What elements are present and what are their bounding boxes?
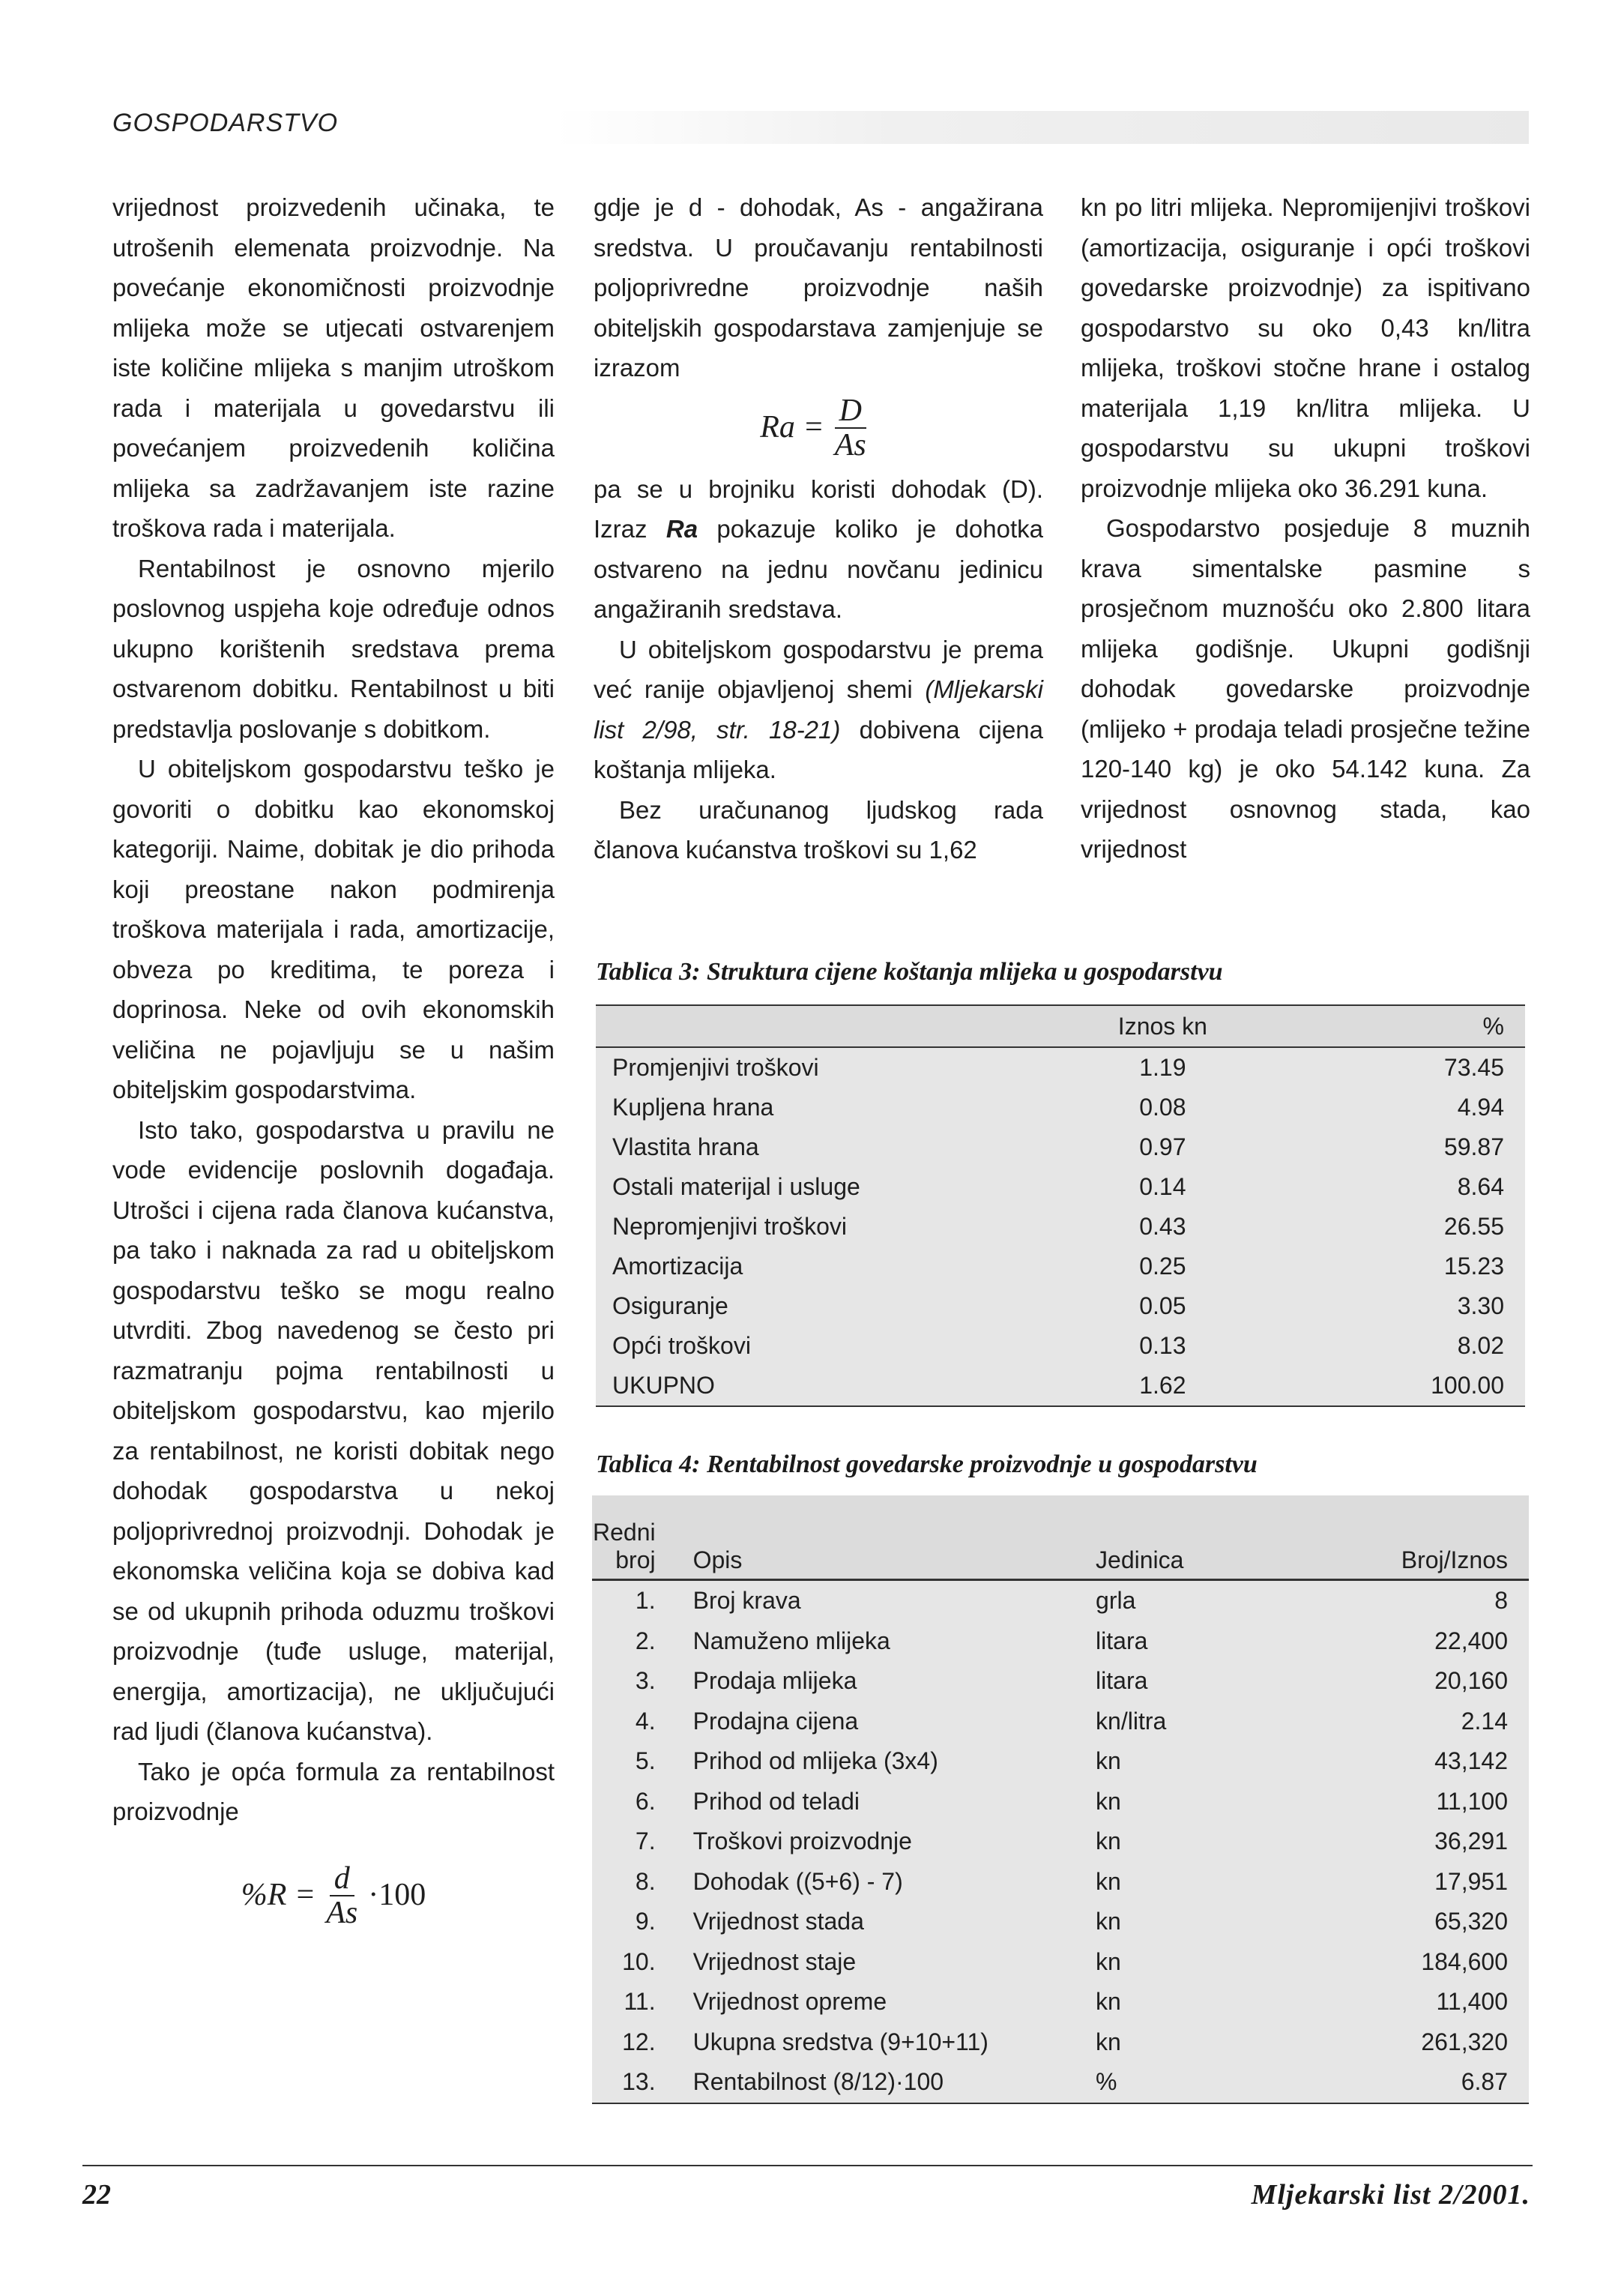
table-row [592,1862,1529,1902]
formula-lhs: %R = [241,1877,316,1912]
table-cell: 43,142 [1285,1741,1529,1782]
table-cell: Prihod od mlijeka (3x4) [677,1741,1079,1782]
table-cell: Vrijednost opreme [677,1982,1079,2022]
table-cell: 15.23 [1284,1247,1525,1286]
paragraph: gdje je d - dohodak, As - angažirana sredstva. U proučavanju rentabilnosti poljoprivredne proizvodnje naših obiteljskih gospodarstava zamjenjuje se izrazom [594,193,1043,382]
table-cell: Rentabilnost (8/12)·100 [677,2062,1079,2103]
table-cell: 0.14 [1042,1167,1283,1207]
table-cell: kn [1079,1822,1285,1862]
page-number: 22 [82,2179,111,2211]
table-row [592,1580,1529,1621]
table4-caption-text: Rentabilnost govedarske proizvodnje u gospodarstvu [706,1450,1258,1478]
table-cell: Broj krava [677,1580,1079,1621]
table-cell: 0.05 [1042,1286,1283,1326]
table-row [596,1247,1525,1286]
paragraph [594,469,1043,630]
table-cell: kn [1079,1942,1285,1983]
table-cell: 100.00 [1284,1366,1525,1406]
table-cell: 4.94 [1284,1088,1525,1127]
table4-caption [596,1450,1258,1479]
table-cell: 11,100 [1285,1782,1529,1822]
text-run: U obiteljskom gospodarstvu je prema već ranije objavljenoj shemi [594,635,1043,704]
table-cell: 3. [592,1661,677,1702]
table-cell: 6. [592,1782,677,1822]
table3-header-cell: % [1284,1005,1525,1047]
table-cell: 1.62 [1042,1366,1283,1406]
table-cell: kn [1079,1741,1285,1782]
table-cell: 184,600 [1285,1942,1529,1983]
table-cell: Dohodak ((5+6) - 7) [677,1862,1079,1902]
formula-denominator: As [326,1895,358,1930]
table-cell: Amortizacija [596,1247,1042,1286]
table-cell: 0.13 [1042,1326,1283,1366]
table-cell: Vrijednost stada [677,1902,1079,1942]
table-cell: 9. [592,1902,677,1942]
table3-caption-label: Tablica 3: [596,958,701,986]
table-cell: Prodajna cijena [677,1702,1079,1742]
table4-header-cell: Redni broj [592,1495,677,1580]
table-row [596,1047,1525,1088]
table-cell: litara [1079,1661,1285,1702]
formula-denominator: As [834,427,866,462]
footer-rule [82,2165,1533,2166]
table-row [596,1366,1525,1406]
formula-lhs: Ra = [760,409,824,445]
table-row [592,2062,1529,2103]
table-cell: % [1079,2062,1285,2103]
table-row [592,1661,1529,1702]
table-cell: Opći troškovi [596,1326,1042,1366]
table-cell: 59.87 [1284,1127,1525,1167]
table-cell: Ostali materijal i usluge [596,1167,1042,1207]
table3-caption [596,958,1223,986]
table-cell: Vrijednost staje [677,1942,1079,1983]
table-cell: 17,951 [1285,1862,1529,1902]
table3-header-cell [596,1005,1042,1047]
table4-header-cell: Jedinica [1079,1495,1285,1580]
paragraph: kn po litri mlijeka. Nepromijenjivi troškovi (amortizacija, osiguranje i opći troškovi govedarske proizvodnje) za ispitivano gospodarstvo su oko 0,43 kn/litra mlijeka, troškovi stočne hrane i ostalog materijala 1,19 kn/litra mlijeka. U gospodarstvu su ukupni troškovi proizvodnje mlijeka oko 36.291 kuna. [1081,193,1530,502]
text-column-3 [1081,187,1530,870]
table-cell: 8. [592,1862,677,1902]
citation: (Mljekarski list 2/98, str. 18-21) [594,675,1043,744]
table-cell: Troškovi proizvodnje [677,1822,1079,1862]
table-row [592,1822,1529,1862]
table-cell: Prihod od teladi [677,1782,1079,1822]
text-run: pokazuje koliko je dohotka ostvareno na jednu novčanu jedinicu angažiranih sredstava. [594,515,1043,624]
table-cell: 0.08 [1042,1088,1283,1127]
table-cell: 1. [592,1580,677,1621]
paragraph: Rentabilnost je osnovno mjerilo poslovnog uspjeha koje određuje odnos ukupno korištenih sredstava prema ostvarenom dobitku. Rentabilnost u biti predstavlja poslovanje s dobitkom. [112,554,555,743]
table-cell: 3.30 [1284,1286,1525,1326]
table-cell: 36,291 [1285,1822,1529,1862]
table-row [596,1207,1525,1247]
table-cell: 8.64 [1284,1167,1525,1207]
formula-numerator: D [835,394,866,429]
table-cell: Osiguranje [596,1286,1042,1326]
formula-rentability-percent [112,1862,555,1929]
table-row [592,1942,1529,1983]
table4-header-cell: Broj/Iznos [1285,1495,1529,1580]
table-cell: 5. [592,1741,677,1782]
paragraph [594,630,1043,790]
table-cell: Ukupna sredstva (9+10+11) [677,2022,1079,2063]
table-cell: 22,400 [1285,1621,1529,1662]
table-cell: Prodaja mlijeka [677,1661,1079,1702]
table-row [592,1782,1529,1822]
table-cell: 10. [592,1942,677,1983]
table4-header-row [592,1495,1529,1580]
formula-fraction [322,1862,362,1929]
table-cell: 20,160 [1285,1661,1529,1702]
table-cell: 8.02 [1284,1326,1525,1366]
table-row [592,1621,1529,1662]
table-cell: kn [1079,1902,1285,1942]
text-run: dobivena cijena koštanja mlijeka. [594,715,1043,784]
table-cell: Namuženo mlijeka [677,1621,1079,1662]
table3-header-cell: Iznos kn [1042,1005,1283,1047]
table-row [596,1127,1525,1167]
table-cell: Promjenjivi troškovi [596,1047,1042,1088]
section-label: GOSPODARSTVO [112,109,339,137]
table-cell: 73.45 [1284,1047,1525,1088]
table-cell: kn [1079,2022,1285,2063]
table3-caption-text: Struktura cijene koštanja mlijeka u gospodarstvu [706,958,1223,986]
table-cell: 6.87 [1285,2062,1529,2103]
ra-symbol: Ra [665,515,698,543]
table-cell: 65,320 [1285,1902,1529,1942]
text-column-1 [112,187,555,1929]
table-cell: kn [1079,1862,1285,1902]
table4 [592,1495,1529,2104]
table-cell: 0.25 [1042,1247,1283,1286]
table-row [596,1167,1525,1207]
paragraph: Tako je opća formula za rentabilnost proizvodnje [112,1757,555,1825]
paragraph: Gospodarstvo posjeduje 8 muznih krava simentalske pasmine s prosječnom muznošću oko 2.800 litara mlijeka godišnje. Ukupni godišnji dohodak govedarske proizvodnje (mlijeko + prodaja teladi prosječne težine 120-140 kg) je oko 54.142 kuna. Za vrijednost osnovnog stada, kao vrijednost [1081,514,1530,863]
table-cell: kn/litra [1079,1702,1285,1742]
table-cell: 261,320 [1285,2022,1529,2063]
table-cell: 2. [592,1621,677,1662]
table-cell: grla [1079,1580,1285,1621]
table-cell: 0.43 [1042,1207,1283,1247]
table-cell: kn [1079,1782,1285,1822]
paragraph: U obiteljskom gospodarstvu teško je govoriti o dobitku kao ekonomskoj kategoriji. Naime, dobitak je dio prihoda koji preostane nakon podmirenja troškova materijala i rada, amortizacije, obveza po kreditima, te poreza i doprinosa. Neke od ovih ekonomskih veličina ne pojavljuju se u našim obiteljskim gospodarstvima. [112,755,555,1103]
table3 [596,1004,1525,1407]
table-row [592,1902,1529,1942]
table-row [596,1326,1525,1366]
table-cell: 4. [592,1702,677,1742]
table4-header-cell: Opis [677,1495,1079,1580]
formula-fraction [830,394,871,462]
table-cell: Kupljena hrana [596,1088,1042,1127]
table-row [592,1702,1529,1742]
table-cell: 2.14 [1285,1702,1529,1742]
table-cell: 11,400 [1285,1982,1529,2022]
table-cell: kn [1079,1982,1285,2022]
journal-title: Mljekarski list 2/2001. [1251,2179,1530,2211]
paragraph: Isto tako, gospodarstva u pravilu ne vode evidencije poslovnih događaja. Utrošci i cijena rada članova kućanstva, pa tako i naknada za rad u obiteljskom gospodarstvu teško se mogu realno utvrditi. Zbog navedenog se često pri razmatranju pojma rentabilnosti u obiteljskom gospodarstvu, kao mjerilo za rentabilnost, ne koristi dobitak nego dohodak gospodarstva u nekoj poljoprivrednoj proizvodnji. Dohodak je ekonomska veličina koja se dobiva kad se od ukupnih prihoda oduzmu troškovi proizvodnje (tuđe usluge, materijal, energija, amortizacija), ne uključujući rad ljudi (članova kućanstva). [112,1115,555,1745]
table-row [592,1982,1529,2022]
table-row [596,1088,1525,1127]
formula-multiplier: ·100 [368,1877,426,1912]
formula-numerator: d [330,1862,354,1896]
header-band [555,111,1529,144]
table-cell: 13. [592,2062,677,2103]
table-cell: 12. [592,2022,677,2063]
table-row [596,1286,1525,1326]
table-cell: 1.19 [1042,1047,1283,1088]
formula-ra [594,394,1043,462]
table-row [592,2022,1529,2063]
table-cell: 11. [592,1982,677,2022]
paragraph: Bez uračunanog ljudskog rada članova kućanstva troškovi su 1,62 [594,795,1043,864]
text-column-2 [594,187,1043,870]
table-cell: Vlastita hrana [596,1127,1042,1167]
table-cell: 7. [592,1822,677,1862]
table-cell: 0.97 [1042,1127,1283,1167]
table-cell: 26.55 [1284,1207,1525,1247]
table-row [592,1741,1529,1782]
table-cell: UKUPNO [596,1366,1042,1406]
table-cell: Nepromjenjivi troškovi [596,1207,1042,1247]
table3-header-row [596,1005,1525,1047]
table4-caption-label: Tablica 4: [596,1450,701,1478]
table-cell: 8 [1285,1580,1529,1621]
paragraph: vrijednost proizvedenih učinaka, te utrošenih elemenata proizvodnje. Na povećanje ekonomičnosti proizvodnje mlijeka može se utjecati ostvarenjem iste količine mlijeka s manjim utroškom rada i materijala u govedarstvu ili povećanjem proizvedenih količina mlijeka sa zadržavanjem iste razine troškova rada i materijala. [112,193,555,542]
table-cell: litara [1079,1621,1285,1662]
text-run: pa se u brojniku koristi dohodak (D). Izraz [594,474,1043,543]
